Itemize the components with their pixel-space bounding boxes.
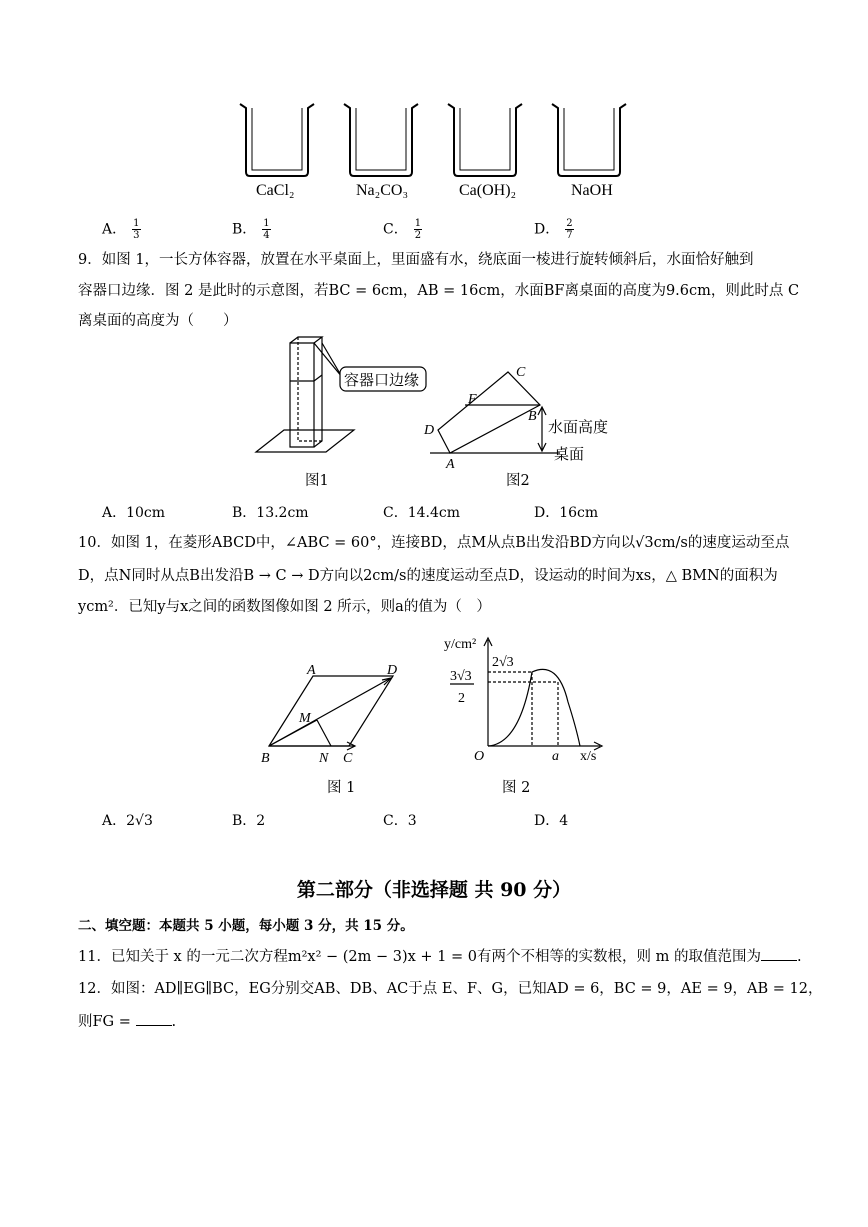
q11-answer-blank[interactable] [761,946,797,961]
beaker-3 [448,104,522,176]
q10-figure-1 [255,658,415,768]
q9-line-3: 离桌面的高度为（ ） [78,313,238,329]
beaker-1 [240,104,314,176]
part2-title: 第二部分（非选择题 共 90 分） [296,879,572,901]
q12-answer-blank[interactable] [136,1011,172,1026]
q10-fig2-ylabel: y/cm² [444,637,477,652]
q10-point-n: N [319,751,329,766]
q12-line-2: 则FG = . [78,1011,176,1032]
beakers-figure [230,98,640,183]
q10-figure-2 [440,632,615,772]
q10-line-1: 10．如图 1，在菱形ABCD中，∠ABC = 60°，连接BD，点M从点B出发沿BD方向以√3cm/s的速度运动至点 [78,535,790,551]
q10-option-b[interactable]: B．2 [232,813,266,829]
q9-figure-1 [254,335,444,465]
q9-figure-2 [420,360,620,470]
beaker-label-4: NaOH [571,182,613,199]
q9-fig1-caption: 图1 [305,473,329,489]
beaker-label-3: Ca(OH)₂ [459,182,517,199]
q10-fig2-a: a [552,749,559,764]
beaker-2 [344,104,418,176]
beaker-label-2: Na₂CO₃ [356,182,409,199]
beaker-4 [552,104,626,176]
q10-fig2-top-value: 2√3 [492,655,514,670]
q10-fig2-origin: O [474,749,485,764]
q10-fig1-caption: 图 1 [327,780,356,796]
q10-fig2-xlabel: x/s [580,749,597,764]
q9-fig1-callout: 容器口边缘 [344,373,420,389]
q9-option-c[interactable]: C．14.4cm [383,505,460,521]
q8-option-b[interactable]: B． $\frac{1}{4}$ [232,218,270,241]
beaker-label-1: CaCl₂ [256,182,295,199]
q9-point-a: A [446,457,455,470]
q10-fig2-mid-den: 2 [458,691,465,706]
q10-option-c[interactable]: C．3 [383,813,417,829]
q10-fig2-caption: 图 2 [502,780,531,796]
q9-point-c: C [516,365,526,380]
q8-option-c[interactable]: C． $\frac{1}{2}$ [383,218,422,241]
q10-point-a: A [307,663,316,678]
q9-desk-label: 桌面 [554,447,585,463]
q9-point-b: B [528,409,537,424]
q11-text: 11．已知关于 x 的一元二次方程m²x² − (2m − 3)x + 1 = 0有两个不相等的实数根，则 m 的取值范围为 . [78,946,802,967]
q10-point-c: C [343,751,353,766]
q9-fig2-caption: 图2 [506,473,530,489]
section-fill-blank: 二、填空题：本题共 5 小题，每小题 3 分，共 15 分。 [78,918,414,934]
q10-point-d: D [387,663,398,678]
q8-option-d[interactable]: D． $\frac{2}{7}$ [534,218,573,241]
q9-option-d[interactable]: D．16cm [534,505,599,521]
q10-option-d[interactable]: D．4 [534,813,569,829]
q9-point-d: D [424,423,435,438]
q9-option-b[interactable]: B．13.2cm [232,505,309,521]
q9-water-height-label: 水面高度 [548,420,609,436]
q12-line-1: 12．如图：AD∥EG∥BC，EG分别交AB、DB、AC于点 E、F、G，已知AD = 6，BC = 9，AE = 9，AB = 12， [78,981,823,997]
q10-fig2-mid-num: 3√3 [450,669,472,684]
q9-option-a[interactable]: A．10cm [102,505,166,521]
q9-point-f: F [468,392,477,407]
q8-option-a[interactable]: A． $\frac{1}{3}$ [102,218,140,241]
q10-point-m: M [299,711,311,726]
q10-point-b: B [261,751,270,766]
q10-line-3: ycm²．已知y与x之间的函数图像如图 2 所示，则a的值为（ ） [78,599,491,615]
q10-line-2: D，点N同时从点B出发沿B → C → D方向以2cm/s的速度运动至点D，设运动的时间为xs，△ BMN的面积为 [78,568,778,584]
q9-line-1: 9．如图 1，一长方体容器，放置在水平桌面上，里面盛有水，绕底面一棱进行旋转倾斜后，水面恰好触到 [78,252,754,268]
q9-line-2: 容器口边缘．图 2 是此时的示意图，若BC = 6cm，AB = 16cm，水面BF离桌面的高度为9.6cm，则此时点 C [78,283,800,299]
q10-option-a[interactable]: A．2√3 [102,813,153,829]
